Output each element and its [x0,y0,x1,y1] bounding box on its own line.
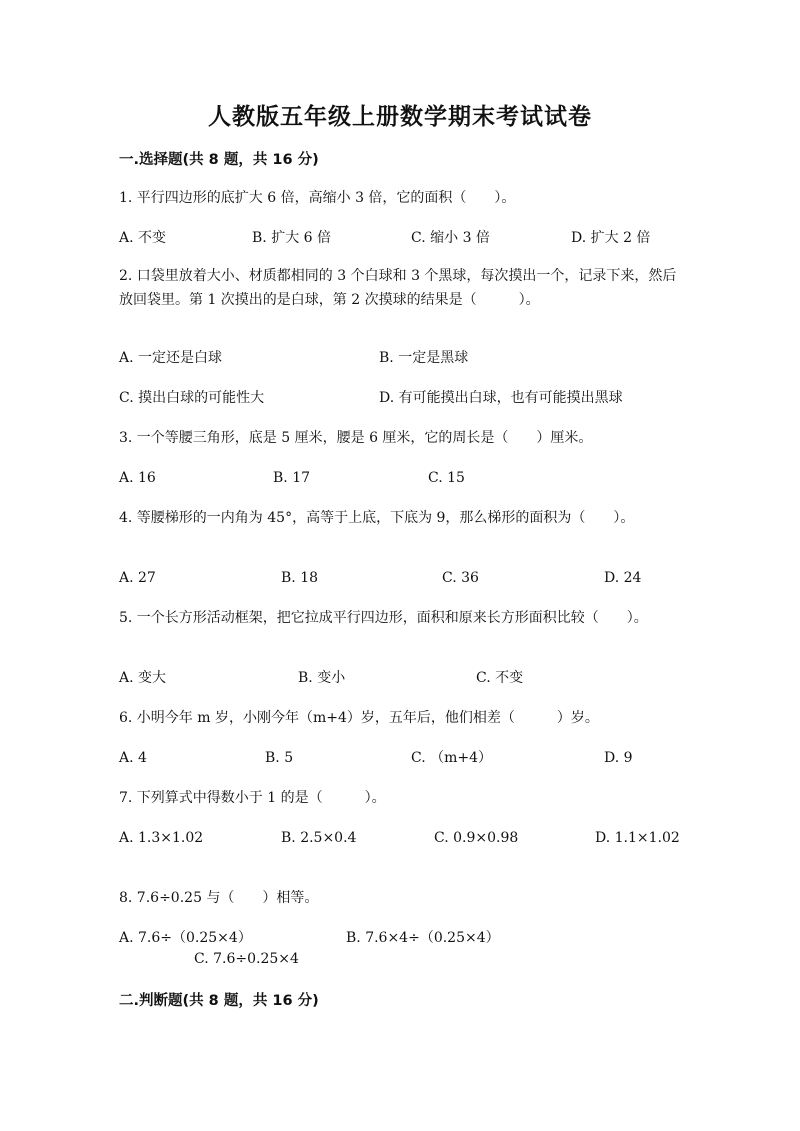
question-7: 7. 下列算式中得数小于 1 的是（ ）。 [119,790,386,806]
q3-option-c: C. 15 [428,470,465,486]
exam-title: 人教版五年级上册数学期末考试试卷 [208,104,592,130]
q7-option-c: C. 0.9×0.98 [434,830,519,846]
q1-option-a: A. 不变 [119,230,167,246]
question-4: 4. 等腰梯形的一内角为 45°，高等于上底，下底为 9，那么梯形的面积为（ ）。 [119,510,635,526]
q4-option-d: D. 24 [604,570,642,586]
q2-option-a: A. 一定还是白球 [119,350,223,366]
q6-option-b: B. 5 [265,750,294,766]
q4-option-c: C. 36 [442,570,479,586]
q2-option-b: B. 一定是黑球 [379,350,469,366]
question-5: 5. 一个长方形活动框架，把它拉成平行四边形，面积和原来长方形面积比较（ ）。 [119,610,648,626]
section-heading-judgement: 二.判断题(共 8 题，共 16 分) [119,993,319,1009]
q8-option-a: A. 7.6÷（0.25×4） [119,930,252,946]
question-2: 2. 口袋里放着大小、材质都相同的 3 个白球和 3 个黑球，每次摸出一个，记录下来，然后放回袋里。第 1 次摸出的是白球，第 2 次摸球的结果是（ ）。 [119,268,677,308]
question-1: 1. 平行四边形的底扩大 6 倍，高缩小 3 倍，它的面积（ ）。 [119,190,516,206]
q5-option-c: C. 不变 [476,670,524,686]
q1-option-b: B. 扩大 6 倍 [252,230,331,246]
question-8: 8. 7.6÷0.25 与（ ）相等。 [119,890,319,906]
q3-option-a: A. 16 [119,470,156,486]
q4-option-b: B. 18 [281,570,319,586]
q7-option-a: A. 1.3×1.02 [119,830,204,846]
question-3: 3. 一个等腰三角形，底是 5 厘米，腰是 6 厘米，它的周长是（ ）厘米。 [119,430,593,446]
question-6: 6. 小明今年 m 岁，小刚今年（m+4）岁，五年后，他们相差（ ）岁。 [119,710,599,726]
q6-option-d: D. 9 [604,750,633,766]
q7-option-d: D. 1.1×1.02 [595,830,680,846]
q6-option-a: A. 4 [119,750,147,766]
q3-option-b: B. 17 [273,470,311,486]
q8-option-c: C. 7.6÷0.25×4 [194,951,299,967]
q5-option-b: B. 变小 [298,670,346,686]
q5-option-a: A. 变大 [119,670,167,686]
q7-option-b: B. 2.5×0.4 [281,830,357,846]
q1-option-d: D. 扩大 2 倍 [571,230,651,246]
q6-option-c: C. （m+4） [411,750,493,766]
q2-option-d: D. 有可能摸出白球，也有可能摸出黑球 [379,390,623,406]
q1-option-c: C. 缩小 3 倍 [411,230,490,246]
q4-option-a: A. 27 [119,570,156,586]
section-heading-choice: 一.选择题(共 8 题，共 16 分) [119,152,319,168]
q8-option-b: B. 7.6×4÷（0.25×4） [346,930,500,946]
q2-option-c: C. 摸出白球的可能性大 [119,390,265,406]
